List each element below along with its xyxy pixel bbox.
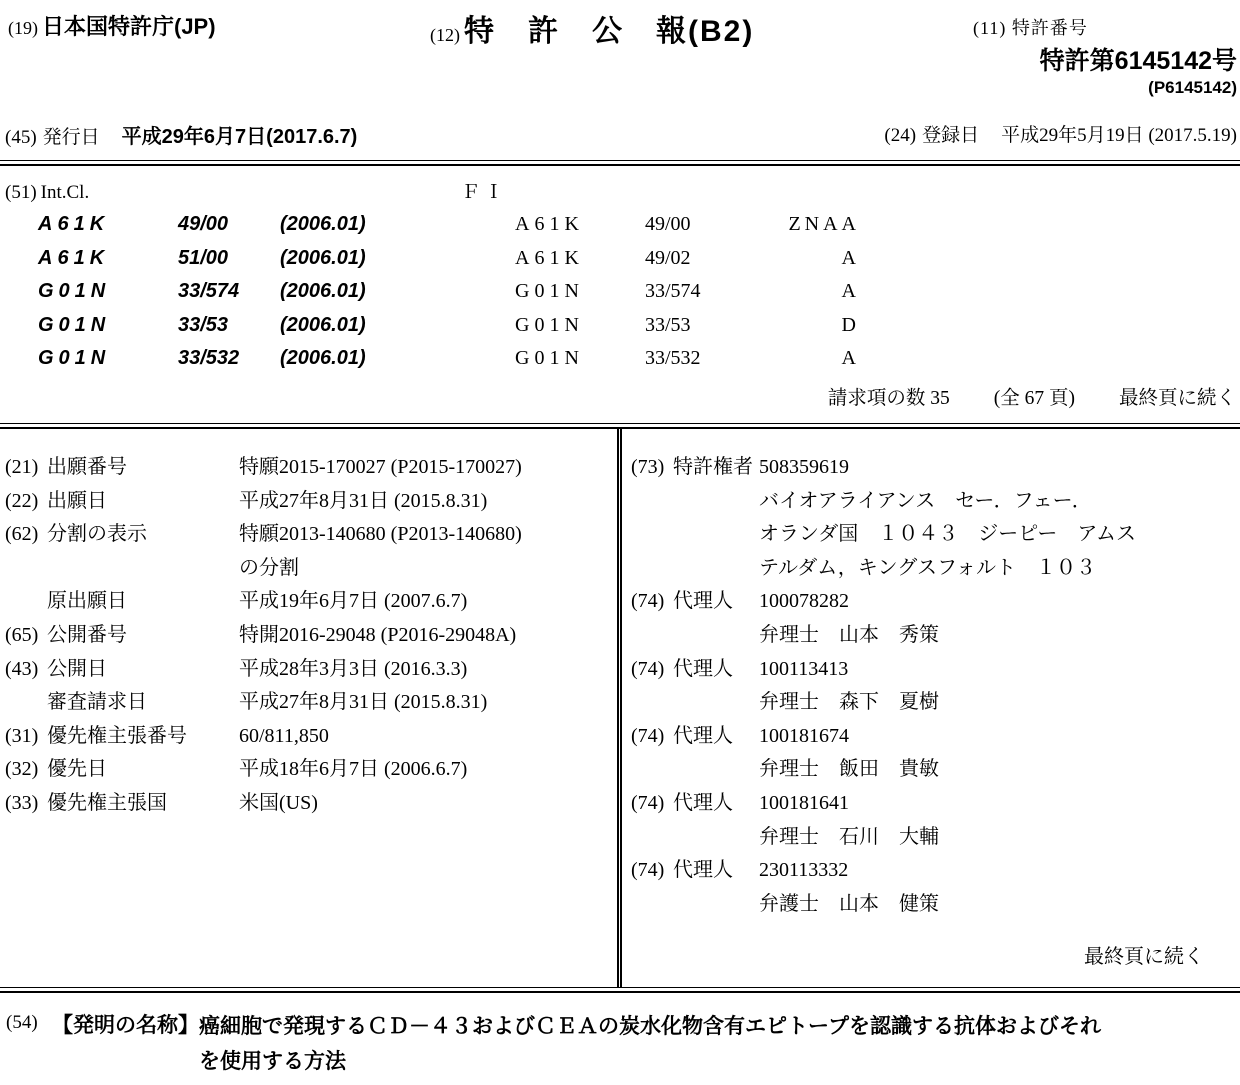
table-row — [631, 787, 1240, 821]
patent-number-label: 特許番号 — [1011, 18, 1088, 38]
document-title: 特 許 公 報(B2) — [464, 15, 755, 48]
classification-row — [0, 208, 1240, 242]
field-code: (62) — [5, 523, 39, 546]
table-row — [631, 518, 1240, 552]
fi-code: A61K — [515, 246, 584, 269]
field-value: 100181674 — [759, 724, 849, 747]
code-11: (11) — [973, 18, 1007, 38]
field-code: (33) — [5, 791, 39, 814]
field-label: 優先日 — [47, 758, 107, 781]
field-code — [5, 552, 47, 586]
ipc-number: 51/00 — [178, 246, 229, 269]
table-row — [631, 619, 1240, 653]
field-value: 弁理士 山本 秀策 — [759, 623, 939, 646]
ipc-code: G01N — [38, 280, 111, 302]
field-code — [631, 619, 673, 653]
code-12: (12) — [430, 25, 460, 45]
invention-title-line1: 癌細胞で発現するＣＤ－４３およびＣＥＡの炭水化物含有エピトープを認識する抗体およびそれ — [199, 1015, 1101, 1038]
ipc-code: A61K — [38, 213, 110, 235]
field-code: (74) — [631, 657, 665, 680]
field-code — [5, 686, 47, 720]
fi-extra-code: A — [841, 347, 860, 369]
ipc-number: 33/53 — [178, 313, 229, 336]
application-column — [0, 429, 617, 987]
table-row — [631, 888, 1240, 922]
classification-row — [0, 309, 1240, 343]
document-kind — [430, 6, 754, 50]
total-pages: (全 67 頁) — [993, 387, 1075, 409]
field-label — [673, 753, 759, 787]
patent-number: 特許第6145142号 — [1039, 47, 1237, 75]
field-value: 弁理士 石川 大輔 — [759, 825, 939, 848]
table-row — [5, 485, 617, 519]
field-code: (74) — [631, 590, 665, 613]
invention-title-line2: を使用する方法 — [199, 1050, 346, 1073]
field-value: 508359619 — [759, 456, 849, 478]
field-label: 出願日 — [47, 489, 107, 512]
table-row — [5, 585, 617, 619]
field-label: 公開番号 — [47, 623, 127, 646]
field-label — [673, 518, 759, 552]
fi-code: G01N — [515, 347, 584, 369]
table-row — [631, 653, 1240, 687]
field-value: 230113332 — [759, 859, 849, 882]
field-label — [673, 485, 759, 519]
field-value: 特開2016-29048 (P2016-29048A) — [239, 623, 517, 646]
field-value: の分割 — [239, 556, 299, 579]
table-row — [631, 451, 1240, 485]
field-value: 平成19年6月7日 (2007.6.7) — [239, 590, 468, 613]
field-label — [47, 552, 239, 586]
fi-number: 33/574 — [645, 280, 701, 302]
field-label: 代理人 — [673, 724, 733, 747]
code-19: (19) — [8, 18, 38, 38]
table-row — [631, 821, 1240, 855]
classification-headings — [0, 178, 1240, 208]
field-code — [631, 552, 673, 586]
field-value: 60/811,850 — [239, 724, 329, 747]
field-value: 弁護士 山本 健策 — [759, 892, 939, 915]
field-code: (73) — [631, 456, 665, 478]
field-label: 代理人 — [673, 859, 733, 882]
field-value: 平成27年8月31日 (2015.8.31) — [239, 489, 488, 512]
fi-code: G01N — [515, 313, 584, 336]
field-label: 優先権主張国 — [47, 791, 167, 814]
field-code: (32) — [5, 758, 39, 781]
field-label: 公開日 — [47, 657, 107, 680]
code-45: (45) — [5, 127, 37, 148]
field-code — [631, 485, 673, 519]
classification-row — [0, 342, 1240, 376]
bibliographic-section — [0, 429, 1240, 987]
fi-number: 33/53 — [645, 313, 691, 336]
table-row — [5, 686, 617, 720]
field-label — [673, 619, 759, 653]
ipc-number: 33/574 — [178, 280, 240, 302]
rights-column — [617, 429, 1240, 987]
invention-title — [199, 1009, 1101, 1079]
registration-date-row — [884, 120, 1237, 149]
table-row — [5, 653, 617, 687]
field-value: オランダ国 １０４３ ジーピー アムス — [759, 523, 1136, 546]
fi-extra-code: A — [841, 280, 860, 302]
field-label: 代理人 — [673, 657, 733, 680]
table-row — [631, 854, 1240, 888]
table-row — [631, 686, 1240, 720]
table-row — [5, 753, 617, 787]
table-row — [5, 451, 617, 485]
ipc-number: 33/532 — [178, 347, 240, 369]
field-label: 出願番号 — [47, 456, 127, 478]
ipc-version: (2006.01) — [280, 280, 366, 302]
field-code — [631, 888, 673, 922]
field-label: 分割の表示 — [47, 523, 147, 546]
table-row — [631, 552, 1240, 586]
classification-row — [0, 242, 1240, 276]
field-value: 100113413 — [759, 657, 849, 680]
field-value: バイオアライアンス セー．フェー． — [759, 489, 1092, 512]
table-row — [631, 753, 1240, 787]
registration-date-label: 登録日 — [922, 125, 980, 146]
field-code: (74) — [631, 859, 665, 882]
field-code: (65) — [5, 623, 39, 646]
claims-summary-line — [0, 382, 1240, 410]
field-code: (43) — [5, 657, 39, 680]
issue-date-label: 発行日 — [42, 127, 100, 148]
office-name: 日本国特許庁(JP) — [42, 14, 216, 39]
field-label — [673, 888, 759, 922]
table-row — [631, 720, 1240, 754]
classification-section — [0, 166, 1240, 423]
patent-number-paren: (P6145142) — [1148, 78, 1237, 98]
patent-number-block — [1040, 46, 1237, 99]
field-value: 100078282 — [759, 590, 849, 613]
claims-count: 請求項の数 35 — [827, 387, 950, 409]
registration-date: 平成29年5月19日 (2017.5.19) — [1001, 125, 1237, 146]
ipc-code: G01N — [38, 313, 111, 336]
header — [0, 0, 1240, 160]
table-row — [631, 485, 1240, 519]
field-value: 弁理士 飯田 貴敏 — [759, 758, 939, 781]
field-code: (31) — [5, 724, 39, 747]
fi-number: 49/02 — [645, 246, 691, 269]
fi-label: ＦＩ — [461, 182, 508, 203]
field-value: 特願2013-140680 (P2013-140680) — [239, 523, 522, 546]
field-label: 代理人 — [673, 791, 733, 814]
field-code — [5, 585, 47, 619]
field-code — [631, 753, 673, 787]
field-code — [631, 821, 673, 855]
field-value: 平成28年3月3日 (2016.3.3) — [239, 657, 468, 680]
field-code — [631, 686, 673, 720]
table-row — [5, 552, 617, 586]
continued-note: 最終頁に続く — [1118, 387, 1236, 409]
ipc-version: (2006.01) — [280, 213, 366, 235]
field-value: 弁理士 森下 夏樹 — [759, 691, 939, 714]
fi-code: A61K — [515, 213, 584, 235]
fi-number: 49/00 — [645, 213, 691, 235]
field-label: 代理人 — [673, 590, 733, 613]
fi-extra-code: ZNAA — [788, 213, 860, 235]
ipc-version: (2006.01) — [280, 347, 366, 369]
ipc-version: (2006.01) — [280, 246, 366, 269]
field-code: (74) — [631, 791, 665, 814]
fi-extra-code: D — [841, 313, 860, 336]
ipc-code: A61K — [38, 246, 110, 269]
patent-number-heading — [973, 14, 1088, 40]
field-label — [673, 686, 759, 720]
int-cl-label: Int.Cl. — [40, 182, 90, 203]
field-code: (21) — [5, 456, 39, 478]
field-value: テルダム，キングスフォルト １０３ — [759, 556, 1096, 579]
invention-title-section — [0, 993, 1240, 1079]
field-value: 平成27年8月31日 (2015.8.31) — [239, 691, 488, 714]
fi-extra-code: A — [841, 246, 860, 269]
field-value: 平成18年6月7日 (2006.6.7) — [239, 758, 468, 781]
table-row — [631, 585, 1240, 619]
field-value: 特願2015-170027 (P2015-170027) — [239, 456, 522, 478]
issue-date: 平成29年6月7日(2017.6.7) — [121, 126, 358, 148]
field-label — [673, 552, 759, 586]
issue-date-row — [5, 120, 357, 149]
invention-title-label: 【発明の名称】 — [52, 1014, 199, 1037]
fi-number: 33/532 — [645, 347, 701, 369]
fi-code: G01N — [515, 280, 584, 302]
ipc-version: (2006.01) — [280, 313, 366, 336]
field-code: (74) — [631, 724, 665, 747]
field-value: 100181641 — [759, 791, 849, 814]
code-51: (51) — [5, 182, 37, 203]
table-row — [5, 720, 617, 754]
table-row — [5, 787, 617, 821]
table-row — [5, 619, 617, 653]
ipc-number: 49/00 — [178, 213, 229, 235]
field-label: 原出願日 — [47, 590, 127, 613]
table-row — [5, 518, 617, 552]
code-24: (24) — [884, 125, 917, 146]
field-code: (22) — [5, 489, 39, 512]
header-dates-row — [5, 120, 1237, 149]
classification-row — [0, 275, 1240, 309]
code-54: (54) — [6, 1012, 38, 1033]
field-label: 審査請求日 — [47, 691, 147, 714]
ipc-code: G01N — [38, 347, 111, 369]
field-label: 特許権者 — [673, 456, 753, 478]
field-value: 米国(US) — [239, 791, 318, 814]
field-code — [631, 518, 673, 552]
issuing-office — [8, 10, 216, 41]
field-label — [673, 821, 759, 855]
field-label: 優先権主張番号 — [47, 724, 187, 747]
continued-note: 最終頁に続く — [1084, 946, 1204, 968]
